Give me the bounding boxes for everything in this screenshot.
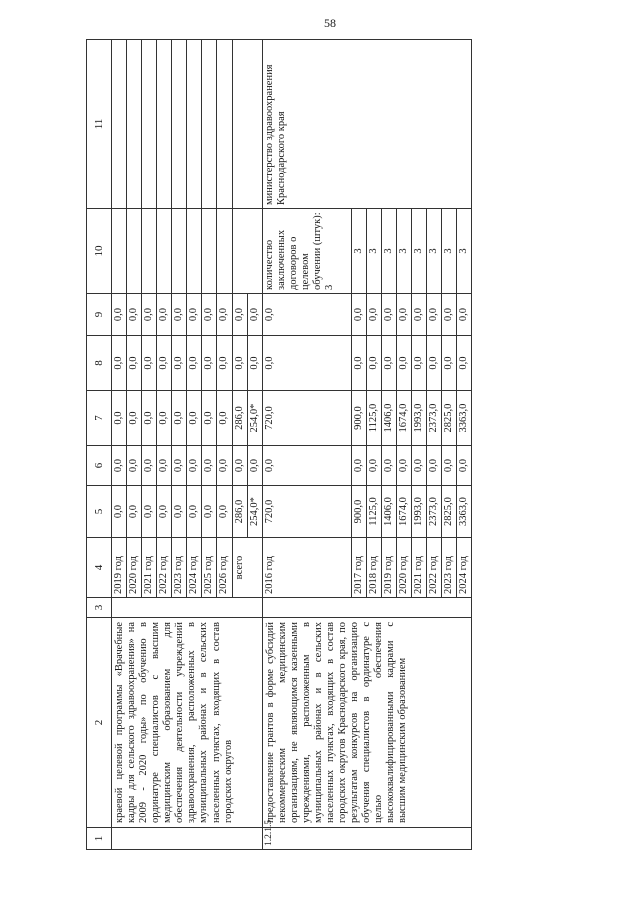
rotated-table-container	[86, 40, 626, 850]
value-cell: 0,0	[157, 486, 172, 538]
year-cell: 2022 год	[157, 538, 172, 598]
value-cell: 3	[351, 209, 366, 294]
value-cell: 3	[396, 209, 411, 294]
value-cell: 900,0	[351, 391, 366, 446]
year-cell: 2021 год	[142, 538, 157, 598]
year-cell: 2021 год	[411, 538, 426, 598]
value-cell: 0,0	[217, 336, 232, 391]
empty-cell	[187, 40, 202, 209]
year-cell: 2016 год	[262, 538, 351, 598]
value-cell: 1674,0	[396, 391, 411, 446]
value-cell: 0,0	[217, 486, 232, 538]
value-cell: 0,0	[217, 446, 232, 486]
year-cell: 2020 год	[127, 538, 142, 598]
empty-cell	[142, 40, 157, 209]
value-cell: 0,0	[157, 336, 172, 391]
value-cell: 0,0	[187, 294, 202, 336]
value-cell: 0,0	[157, 446, 172, 486]
col-header-7: 7	[87, 391, 112, 446]
empty-cell	[112, 40, 127, 209]
value-cell: 0,0	[142, 294, 157, 336]
value-cell: 0,0	[202, 391, 217, 446]
col-header-8: 8	[87, 336, 112, 391]
year-cell: 2026 год	[217, 538, 232, 598]
value-cell: 0,0	[351, 336, 366, 391]
value-cell: 0,0	[426, 336, 441, 391]
value-cell: 0,0	[112, 486, 127, 538]
value-cell: 1125,0	[366, 486, 381, 538]
value-cell: 2825,0	[442, 486, 457, 538]
value-cell: 900,0	[351, 486, 366, 538]
value-cell: 0,0	[351, 446, 366, 486]
value-cell: 0,0	[157, 294, 172, 336]
empty-cell	[217, 209, 232, 294]
col-header-1: 1	[87, 828, 112, 850]
value-cell: 1125,0	[366, 391, 381, 446]
year-cell: 2018 год	[366, 538, 381, 598]
value-cell: 1674,0	[396, 486, 411, 538]
year-cell: 2020 год	[396, 538, 411, 598]
empty-cell	[112, 209, 127, 294]
total-label: всего	[232, 538, 262, 598]
value-cell: 0,0	[411, 446, 426, 486]
block1-col3	[112, 598, 263, 618]
budget-table	[86, 39, 472, 850]
total-cell: 0,0	[232, 336, 247, 391]
block1-number	[112, 828, 263, 850]
col-header-6: 6	[87, 446, 112, 486]
value-cell: 0,0	[172, 446, 187, 486]
empty-cell	[187, 209, 202, 294]
total-cell: 0,0	[247, 336, 262, 391]
value-cell: 0,0	[262, 294, 351, 336]
total-cell: 0,0	[247, 294, 262, 336]
value-cell: 0,0	[172, 391, 187, 446]
value-cell: 3	[411, 209, 426, 294]
col-header-3: 3	[87, 598, 112, 618]
empty-cell	[232, 209, 262, 294]
value-cell: 0,0	[396, 294, 411, 336]
total-cell: 286,0	[232, 486, 247, 538]
value-cell: 0,0	[381, 336, 396, 391]
block2-description: предоставление грантов в форме субсидий некоммерческим медицинским организациям, не являющимся казенными учреждениями, расположенным в муниципальных районах и в сельских населенных пунктах, входящих в состав городских округов Краснодарского края, по результатам конкурсов на организацию обучения специалистов в ординатуре с целью обеспечения высококвалифицированными кадрами с высшим медицинским образованием	[262, 618, 472, 828]
value-cell: 3363,0	[457, 391, 472, 446]
year-cell: 2024 год	[457, 538, 472, 598]
value-cell: 0,0	[127, 486, 142, 538]
year-cell: 2022 год	[426, 538, 441, 598]
empty-cell	[172, 40, 187, 209]
value-cell: 2825,0	[442, 391, 457, 446]
value-cell: 0,0	[112, 391, 127, 446]
value-cell: 720,0	[262, 486, 351, 538]
year-cell: 2025 год	[202, 538, 217, 598]
value-cell: 720,0	[262, 391, 351, 446]
value-cell: 1993,0	[411, 486, 426, 538]
value-cell: 0,0	[442, 336, 457, 391]
value-cell: 3	[426, 209, 441, 294]
value-cell: 0,0	[426, 294, 441, 336]
col-header-10: 10	[87, 209, 112, 294]
value-cell: 0,0	[187, 446, 202, 486]
value-cell: 0,0	[127, 446, 142, 486]
year-cell: 2017 год	[351, 538, 366, 598]
value-cell: 0,0	[262, 446, 351, 486]
col-header-9: 9	[87, 294, 112, 336]
value-cell: 0,0	[142, 486, 157, 538]
value-cell: 0,0	[172, 294, 187, 336]
empty-cell	[157, 40, 172, 209]
table-row	[112, 40, 127, 850]
empty-cell	[127, 40, 142, 209]
value-cell: 0,0	[381, 446, 396, 486]
col-header-11: 11	[87, 40, 112, 209]
value-cell: 0,0	[457, 446, 472, 486]
col-header-2: 2	[87, 618, 112, 828]
total-cell: 286,0	[232, 391, 247, 446]
empty-cell	[217, 40, 232, 209]
value-cell: 0,0	[187, 486, 202, 538]
value-cell: 0,0	[142, 391, 157, 446]
total-cell: 254,0*	[247, 391, 262, 446]
year-cell: 2023 год	[442, 538, 457, 598]
value-cell: 2373,0	[426, 391, 441, 446]
value-cell: 1406,0	[381, 486, 396, 538]
value-cell: 0,0	[262, 336, 351, 391]
value-cell: 0,0	[202, 294, 217, 336]
value-cell: 0,0	[172, 336, 187, 391]
value-cell: 0,0	[396, 336, 411, 391]
value-cell: 0,0	[127, 294, 142, 336]
value-cell: 0,0	[127, 336, 142, 391]
value-cell: 3	[381, 209, 396, 294]
year-cell: 2019 год	[381, 538, 396, 598]
value-cell: 0,0	[157, 391, 172, 446]
value-cell: 0,0	[172, 486, 187, 538]
indicator-cell: количество заключенных договоров о целевом обучении (штук): 3	[262, 209, 351, 294]
col-header-4: 4	[87, 538, 112, 598]
value-cell: 0,0	[442, 294, 457, 336]
value-cell: 0,0	[142, 446, 157, 486]
empty-cell	[157, 209, 172, 294]
value-cell: 0,0	[202, 336, 217, 391]
value-cell: 0,0	[112, 446, 127, 486]
col-header-5: 5	[87, 486, 112, 538]
value-cell: 0,0	[381, 294, 396, 336]
value-cell: 0,0	[187, 336, 202, 391]
total-cell: 254,0*	[247, 486, 262, 538]
value-cell: 0,0	[457, 336, 472, 391]
block2-col3	[262, 598, 472, 618]
total-cell: 0,0	[232, 294, 247, 336]
value-cell: 0,0	[366, 294, 381, 336]
year-cell: 2024 год	[187, 538, 202, 598]
executor-cell: министерство здравоохранения Краснодарского края	[262, 40, 472, 209]
value-cell: 3363,0	[457, 486, 472, 538]
value-cell: 0,0	[411, 336, 426, 391]
value-cell: 0,0	[127, 391, 142, 446]
year-cell: 2023 год	[172, 538, 187, 598]
empty-cell	[142, 209, 157, 294]
value-cell: 0,0	[202, 486, 217, 538]
value-cell: 0,0	[411, 294, 426, 336]
empty-cell	[202, 209, 217, 294]
year-cell: 2019 год	[112, 538, 127, 598]
value-cell: 3	[457, 209, 472, 294]
block2-number: 1.2.1.5	[262, 828, 472, 850]
value-cell: 0,0	[217, 391, 232, 446]
value-cell: 1993,0	[411, 391, 426, 446]
value-cell: 0,0	[202, 446, 217, 486]
value-cell: 3	[442, 209, 457, 294]
value-cell: 0,0	[396, 446, 411, 486]
table-row	[262, 40, 351, 850]
value-cell: 0,0	[187, 391, 202, 446]
total-cell: 0,0	[232, 446, 247, 486]
value-cell: 0,0	[142, 336, 157, 391]
value-cell: 0,0	[112, 294, 127, 336]
value-cell: 3	[366, 209, 381, 294]
empty-cell	[172, 209, 187, 294]
value-cell: 1406,0	[381, 391, 396, 446]
value-cell: 0,0	[112, 336, 127, 391]
value-cell: 0,0	[366, 336, 381, 391]
empty-cell	[127, 209, 142, 294]
value-cell: 0,0	[442, 446, 457, 486]
page-number: 58	[324, 16, 336, 30]
value-cell: 0,0	[351, 294, 366, 336]
header-row	[87, 40, 112, 850]
empty-cell	[232, 40, 262, 209]
block1-description: краевой целевой программы «Врачебные кадры для сельского здравоохранения» на 2009 - 2020 годы» по обучению в ординатуре специалистов с высшим медицинским образованием для обеспечения деятельности учреждений здравоохранения, расположенных в муниципальных районах и в сельских населенных пунктах, входящих в состав городских округов	[112, 618, 263, 828]
value-cell: 0,0	[366, 446, 381, 486]
value-cell: 2373,0	[426, 486, 441, 538]
value-cell: 0,0	[426, 446, 441, 486]
total-cell: 0,0	[247, 446, 262, 486]
value-cell: 0,0	[457, 294, 472, 336]
empty-cell	[202, 40, 217, 209]
value-cell: 0,0	[217, 294, 232, 336]
